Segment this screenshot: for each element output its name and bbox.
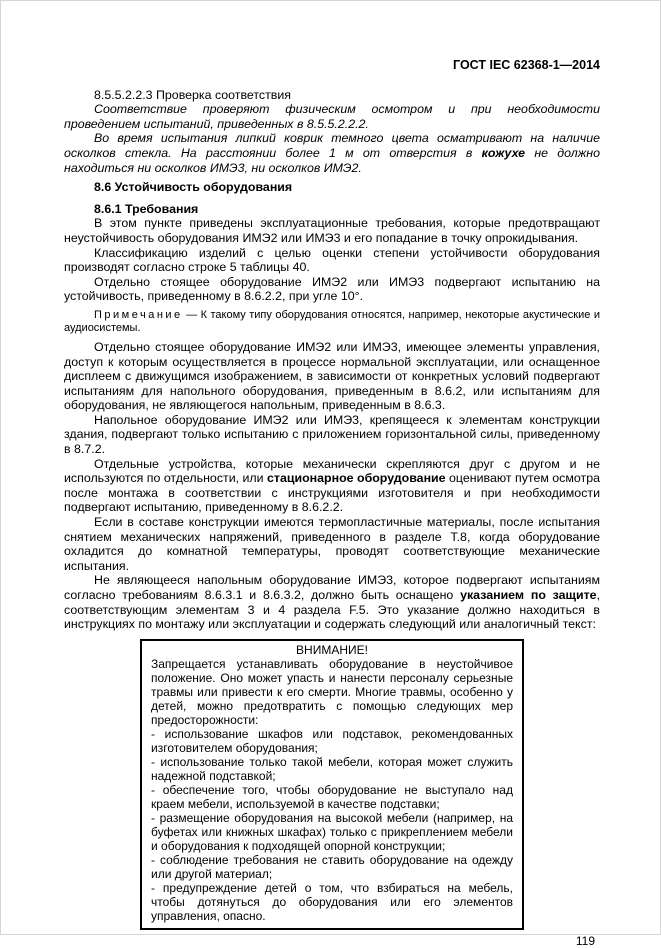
- paragraph-text: не должно находиться ни осколков ИМЭ3, ни осколков ИМЭ2.: [64, 145, 600, 175]
- page-number: 119: [575, 933, 595, 948]
- paragraph-text: Отдельные устройства, которые механически скрепляются друг с другом и не используются по отдельности, или: [64, 456, 600, 486]
- paragraph-text: , соответствующим элементам 3 и 4 раздела F.5. Это указание должно находиться в инструкциях по монтажу или эксплуатации и содержать следующий или аналогичный текст:: [64, 588, 601, 632]
- warning-box-intro: Запрещается устанавливать оборудование в неустойчивое положение. Оно может упасть и нанести персоналу серьезные травмы или привести к его смерти. Многие травмы, особенно у детей, можно предотвратить с помощью следующих мер предосторожности:: [151, 656, 513, 727]
- document-header-title: ГОСТ IEC 62368-1—2014: [453, 58, 600, 72]
- paragraph-safeguard-instruction: [64, 573, 600, 631]
- paragraph-stationary-equipment: [64, 457, 600, 515]
- paragraph-sticky-mat-test: [64, 131, 600, 175]
- paragraph-text: Не являющееся напольным оборудование ИМЭ3, которое подвергают испытаниям согласно требованиям 8.6.3.1 и 8.6.3.2, должно быть оснащено: [64, 573, 600, 602]
- paragraph-stability-requirements: В этом пункте приведены эксплуатационные требования, которые предотвращают неустойчивость оборудования ИМЭ2 или ИМЭ3 и его попадание в точку опрокидывания.: [64, 216, 600, 245]
- note-label: Примечание: [94, 308, 183, 321]
- warning-box: [140, 639, 524, 930]
- paragraph-text: оценивают путем осмотра после монтажа в соответствии с инструкциями изготовителя и при необходимости подвергают испытанию, приведенному в 8.6.2.2.: [64, 471, 600, 515]
- term-kozhukh: кожухе: [481, 145, 526, 160]
- clause-8-6-1-heading: 8.6.1 Требования: [94, 201, 199, 216]
- page-content: [64, 58, 600, 948]
- paragraph-compliance-check: Соответствие проверяют физическим осмотром и при необходимости проведением испытаний, приведенных в 8.5.5.2.2.2.: [64, 102, 600, 131]
- warning-box-item: - соблюдение требования не ставить оборудование на одежду или другой материал;: [151, 852, 513, 881]
- paragraph-floor-equipment: Напольное оборудование ИМЭ2 или ИМЭ3, крепящееся к элементам конструкции здания, подвергают только испытанию с приложением горизонтальной силы, приведенному в 8.7.2.: [64, 412, 600, 457]
- warning-box-item: - обеспечение того, чтобы оборудование не выступало над краем мебели, используемой в качестве подставки;: [151, 782, 513, 811]
- paragraph-controls-access: Отдельно стоящее оборудование ИМЭ2 или ИМЭ3, имеющее элементы управления, доступ к которым осуществляется в процессе нормальной эксплуатации, или оснащенное дисплеем с движущимся изображением, в зависимости от конкретных условий подвергают испытаниям для напольного оборудования, приведенным в 8.6.2, или испытаниям для оборудования, не являющегося напольным, приведенным в 8.6.3.: [64, 339, 600, 413]
- paragraph-text: Во время испытания липкий коврик темного цвета осматривают на наличие осколков стекла. На расстоянии более 1 м от отверстия в: [64, 131, 600, 160]
- clause-8-5-5-2-2-3-heading: 8.5.5.2.2.3 Проверка соответствия: [94, 87, 292, 102]
- warning-box-item: - использование только такой мебели, которая может служить надежной подставкой;: [151, 754, 513, 783]
- warning-box-title: ВНИМАНИЕ!: [296, 642, 368, 657]
- warning-box-item: - использование шкафов или подставок, рекомендованных изготовителем оборудования;: [151, 726, 513, 755]
- paragraph-thermoplastic-materials: Если в составе конструкции имеются термопластичные материалы, после испытания снятием механических напряжений, приведенного в разделе Т.8, когда оборудование охладится до комнатной температуры, проводят соответствующие механические испытания.: [64, 515, 600, 573]
- term-safeguard-indication: указанием по защите: [460, 588, 597, 602]
- clause-8-6-heading: 8.6 Устойчивость оборудования: [94, 180, 293, 195]
- note-paragraph: [64, 309, 600, 336]
- paragraph-classification: Классификацию изделий с целью оценки степени устойчивости оборудования производят согласно строке 5 таблицы 40.: [64, 245, 600, 275]
- warning-box-item: - предупреждение детей о том, что взбираться на мебель, чтобы дотянуться до оборудования или его элементов управления, опасно.: [151, 880, 513, 923]
- note-text: — К такому типу оборудования относятся, например, некоторые акустические и аудиосистемы.: [64, 308, 600, 335]
- paragraph-freestanding-test: Отдельно стоящее оборудование ИМЭ2 или ИМЭ3 подвергают испытанию на устойчивость, приведенному в 8.6.2.2, при угле 10°.: [64, 274, 600, 304]
- term-stationary-equipment: стационарное оборудование: [267, 471, 446, 486]
- warning-box-item: - размещение оборудования на высокой мебели (например, на буфетах или книжных шкафах) только с прикреплением мебели и оборудования к подходящей опорной конструкции;: [151, 810, 513, 853]
